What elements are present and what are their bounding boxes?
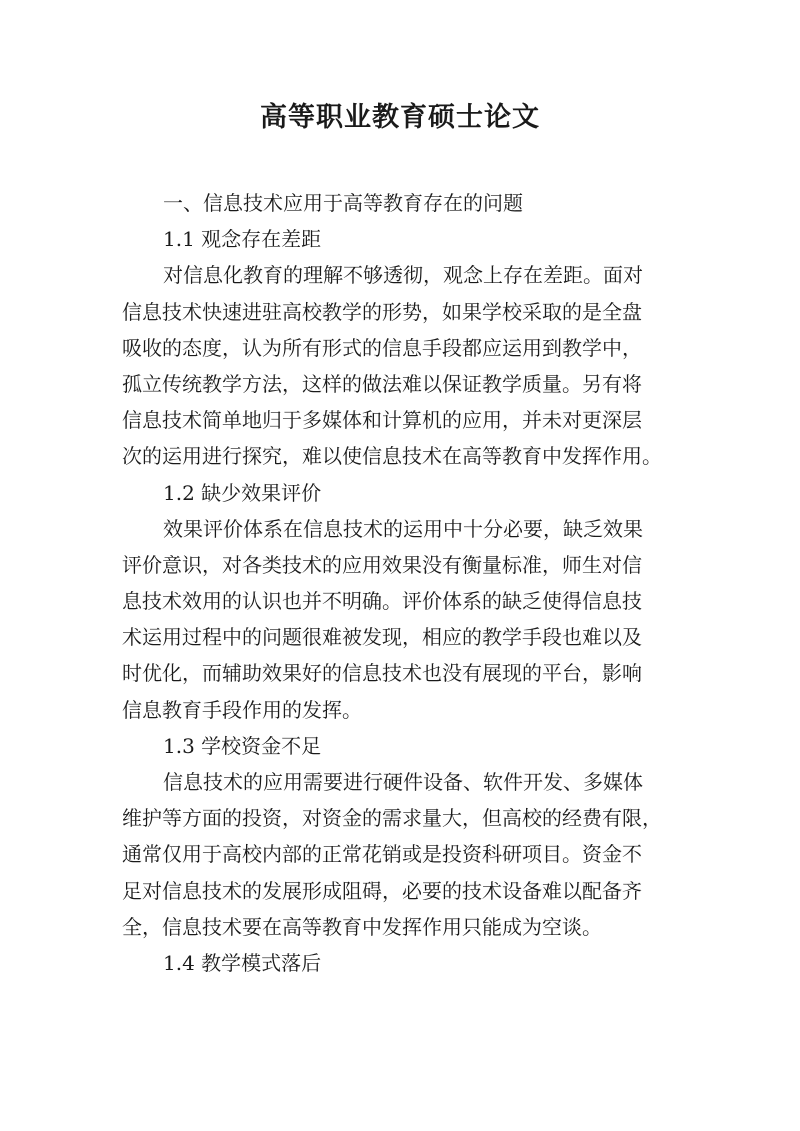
paragraph-line: 效果评价体系在信息技术的运用中十分必要，缺乏效果 — [163, 516, 643, 541]
paragraph-line: 信息技术简单地归于多媒体和计算机的应用，并未对更深层 — [122, 408, 642, 433]
subsection-heading: 1.3 学校资金不足 — [163, 733, 322, 758]
document-title: 高等职业教育硕士论文 — [260, 102, 540, 133]
paragraph-line: 维护等方面的投资，对资金的需求量大，但高校的经费有限， — [122, 806, 662, 831]
subsection-heading: 1.4 教学模式落后 — [163, 950, 322, 975]
paragraph-line: 孤立传统教学方法，这样的做法难以保证教学质量。另有将 — [122, 371, 642, 396]
paragraph-line: 足对信息技术的发展形成阻碍，必要的技术设备难以配备齐 — [122, 878, 642, 903]
paragraph-line: 对信息化教育的理解不够透彻，观念上存在差距。面对 — [163, 263, 643, 288]
paragraph-line: 信息技术快速进驻高校教学的形势，如果学校采取的是全盘 — [122, 299, 642, 324]
section-heading: 一、信息技术应用于高等教育存在的问题 — [163, 191, 523, 215]
paragraph-line: 全，信息技术要在高等教育中发挥作用只能成为空谈。 — [122, 914, 602, 939]
paragraph-line: 次的运用进行探究，难以使信息技术在高等教育中发挥作用。 — [122, 444, 662, 469]
paragraph-line: 吸收的态度，认为所有形式的信息手段都应运用到教学中， — [122, 335, 642, 360]
paragraph-line: 信息教育手段作用的发挥。 — [122, 697, 362, 722]
paragraph-line: 通常仅用于高校内部的正常花销或是投资科研项目。资金不 — [122, 842, 642, 867]
subsection-heading: 1.1 观念存在差距 — [163, 227, 322, 252]
document-body — [122, 185, 682, 981]
paragraph-line: 评价意识，对各类技术的应用效果没有衡量标准，师生对信 — [122, 552, 642, 577]
paragraph-line: 息技术效用的认识也并不明确。评价体系的缺乏使得信息技 — [122, 589, 642, 614]
paragraph-line: 信息技术的应用需要进行硬件设备、软件开发、多媒体 — [163, 770, 643, 794]
paragraph-line: 术运用过程中的问题很难被发现，相应的教学手段也难以及 — [122, 625, 642, 650]
paragraph-line: 时优化，而辅助效果好的信息技术也没有展现的平台，影响 — [122, 661, 642, 686]
subsection-heading: 1.2 缺少效果评价 — [163, 480, 322, 505]
